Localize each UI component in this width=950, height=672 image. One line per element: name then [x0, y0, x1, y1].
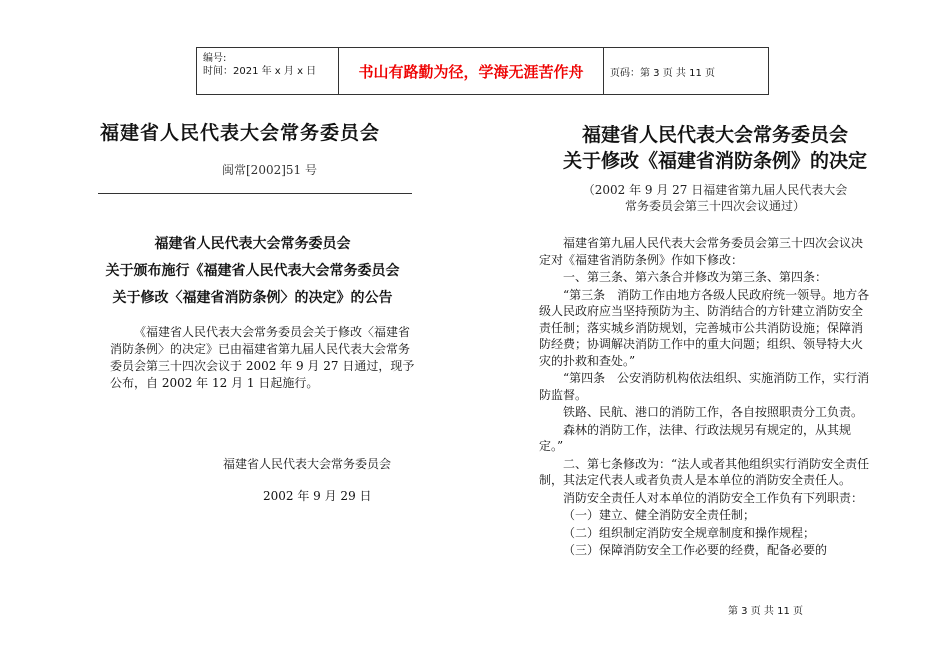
decision-paragraph: 森林的消防工作，法律、行政法规另有规定的，从其规定。”	[539, 422, 852, 453]
divider-line	[98, 193, 412, 194]
decision-paragraph: 消防安全责任人对本单位的消防安全工作负有下列职责：	[563, 490, 864, 505]
decision-subtitle-line-2: 常务委员会第三十四次会议通过）	[624, 199, 805, 213]
header-meta	[197, 48, 339, 94]
announcement-body: 《福建省人民代表大会常务委员会关于修改〈福建省消防条例〉的决定》已由福建省第九届人民代表大会常务委员会第三十四次会议于 2002 年 9 月 27 日通过，现予公布，自 2002 年 12 月 1 日起施行。	[110, 325, 415, 390]
decision-title-line-1: 福建省人民代表大会常务委员会	[581, 124, 848, 146]
decision-paragraph: （二）组织制定消防安全规章制度和操作规程；	[563, 525, 816, 540]
number-label: 编号:	[203, 53, 227, 64]
decision-paragraph: 二、第七条修改为：“法人或者其他组织实行消防安全责任制，其法定代表人或者负责人是本单位的消防安全责任人。	[539, 456, 870, 487]
time-label: 时间：2021 年 x 月 x 日	[203, 66, 317, 77]
announcement-title-line-1: 福建省人民代表大会常务委员会	[154, 236, 351, 252]
decision-paragraph: 铁路、民航、港口的消防工作，各自按照职责分工负责。	[563, 405, 864, 419]
decision-paragraph: （三）保障消防安全工作必要的经费，配备必要的	[563, 543, 828, 557]
signature: 福建省人民代表大会常务委员会	[223, 457, 392, 471]
decision-paragraph: （一）建立、健全消防安全责任制；	[563, 508, 756, 522]
decision-paragraph: 一、第三条、第六条合并修改为第三条、第四条：	[563, 270, 828, 284]
page-header	[196, 47, 769, 95]
header-page-label: 页码：第 3 页 共 11 页	[610, 67, 715, 79]
decision-title-line-2: 关于修改《福建省消防条例》的决定	[562, 150, 867, 172]
decision-body	[539, 235, 872, 560]
decision-paragraph: “第三条 消防工作由地方各级人民政府统一领导。地方各级人民政府应当坚持预防为主、防消结合的方针建立消防安全责任制；落实城乡消防规划，完善城市公共消防设施；保障消防经费；协调解决消防工作中的重大问题；组织、领导特大火灾的扑救和查处。”	[539, 287, 870, 368]
announcement-title-line-3: 关于修改〈福建省消防条例〉的决定》的公告	[112, 290, 393, 306]
header-slogan: 书山有路勤为径，学海无涯苦作舟	[339, 48, 604, 94]
document-number: 闽常[2002]51 号	[222, 163, 317, 177]
left-title: 福建省人民代表大会常务委员会	[100, 122, 381, 144]
announcement-date: 2002 年 9 月 29 日	[263, 489, 372, 503]
page-footer: 第 3 页 共 11 页	[728, 606, 803, 617]
announcement-title-line-2: 关于颁布施行《福建省人民代表大会常务委员会	[105, 263, 400, 279]
decision-paragraph: “第四条 公安消防机构依法组织、实施消防工作，实行消防监督。	[539, 371, 870, 402]
decision-paragraph: 福建省第九届人民代表大会常务委员会第三十四次会议决定对《福建省消防条例》作如下修改：	[539, 236, 864, 267]
decision-subtitle-line-1: （2002 年 9 月 27 日福建省第九届人民代表大会	[582, 183, 848, 197]
